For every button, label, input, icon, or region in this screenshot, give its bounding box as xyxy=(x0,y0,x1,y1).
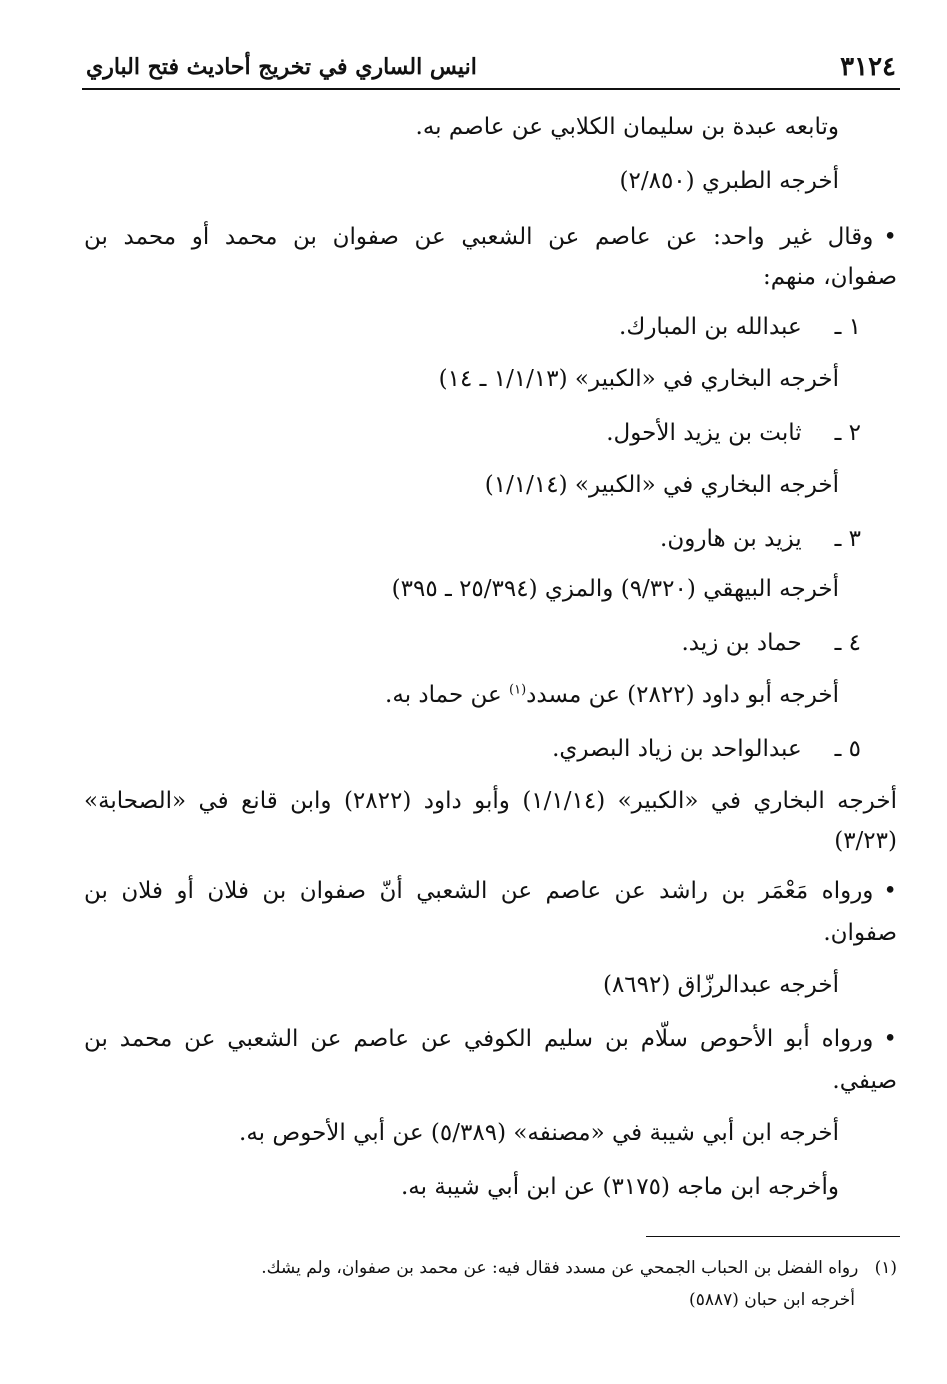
body-line: صفوان، منهم: xyxy=(763,264,897,290)
body-line xyxy=(84,682,839,708)
body-line: صفوان. xyxy=(823,920,897,946)
footnote-divider xyxy=(646,1236,900,1237)
bullet-paragraph-text: وقال غير واحد: عن عاصم عن الشعبي عن صفوان بن محمد أو محمد بن xyxy=(84,224,874,250)
list-item xyxy=(84,314,861,340)
page-number: ٣١٢٤ xyxy=(840,52,896,82)
page-header xyxy=(82,48,900,90)
list-item xyxy=(84,736,861,762)
body-line: صيفي. xyxy=(832,1068,897,1094)
body-line: (٣/٢٣) xyxy=(834,828,897,854)
bullet-icon: • xyxy=(883,878,897,904)
running-title: انيس الساري في تخريج أحاديث فتح الباري xyxy=(86,54,477,80)
list-number: ٣ ـ xyxy=(834,526,861,552)
list-item xyxy=(84,420,861,446)
bullet-icon: • xyxy=(883,1026,897,1052)
body-line: أخرجه البخاري في «الكبير» (١/١/١٣ ـ ١٤) xyxy=(438,366,839,392)
list-item xyxy=(84,630,861,656)
list-item-name: حماد بن زيد. xyxy=(681,630,802,656)
body-line: أخرجه الطبري (٢/٨٥٠) xyxy=(619,168,839,194)
footnote-line xyxy=(84,1258,897,1278)
list-number: ٤ ـ xyxy=(834,630,861,656)
body-line: أخرجه البخاري في «الكبير» (١/١/١٤) وأبو داود (٢٨٢٢) وابن قانع في «الصحابة» xyxy=(84,788,897,814)
source-text: أخرجه أبو داود (٢٨٢٢) عن مسدد xyxy=(526,682,839,708)
footnote-number: (١) xyxy=(874,1258,897,1278)
body-line: وأخرجه ابن ماجه (٣١٧٥) عن ابن أبي شيبة به. xyxy=(400,1174,839,1200)
bullet-paragraph-line xyxy=(84,878,897,904)
bullet-paragraph-text: ورواه أبو الأحوص سلّام بن سليم الكوفي عن عاصم عن الشعبي عن محمد بن xyxy=(84,1026,874,1052)
list-item xyxy=(84,526,861,552)
footnote-reference: (١) xyxy=(509,682,527,698)
bullet-paragraph-text: ورواه مَعْمَر بن راشد عن عاصم عن الشعبي أنّ صفوان بن فلان أو فلان بن xyxy=(84,878,874,904)
body-line: أخرجه عبدالرزّاق (٨٦٩٢) xyxy=(602,972,839,998)
footnote-line: أخرجه ابن حبان (٥٨٨٧) xyxy=(689,1290,855,1310)
bullet-paragraph-line xyxy=(84,1026,897,1052)
list-number: ٥ ـ xyxy=(834,736,861,762)
body-line: أخرجه ابن أبي شيبة في «مصنفه» (٥/٣٨٩) عن أبي الأحوص به. xyxy=(239,1120,839,1146)
footnote-text: رواه الفضل بن الحباب الجمحي عن مسدد فقال فيه: عن محمد بن صفوان، ولم يشك. xyxy=(261,1258,859,1278)
body-line: أخرجه البيهقي (٩/٣٢٠) والمزي (٢٥/٣٩٤ ـ ٣٩٥) xyxy=(391,576,839,602)
bullet-paragraph-line xyxy=(84,224,897,250)
list-number: ١ ـ xyxy=(834,314,861,340)
source-text: عن حماد به. xyxy=(385,682,510,708)
list-item-name: عبدالواحد بن زياد البصري. xyxy=(552,736,802,762)
body-line: أخرجه البخاري في «الكبير» (١/١/١٤) xyxy=(484,472,839,498)
list-item-name: يزيد بن هارون. xyxy=(660,526,802,552)
bullet-icon: • xyxy=(883,224,897,250)
body-line: وتابعه عبدة بن سليمان الكلابي عن عاصم به. xyxy=(415,114,839,140)
list-item-name: ثابت بن يزيد الأحول. xyxy=(606,420,802,446)
list-number: ٢ ـ xyxy=(834,420,861,446)
list-item-name: عبدالله بن المبارك. xyxy=(619,314,802,340)
